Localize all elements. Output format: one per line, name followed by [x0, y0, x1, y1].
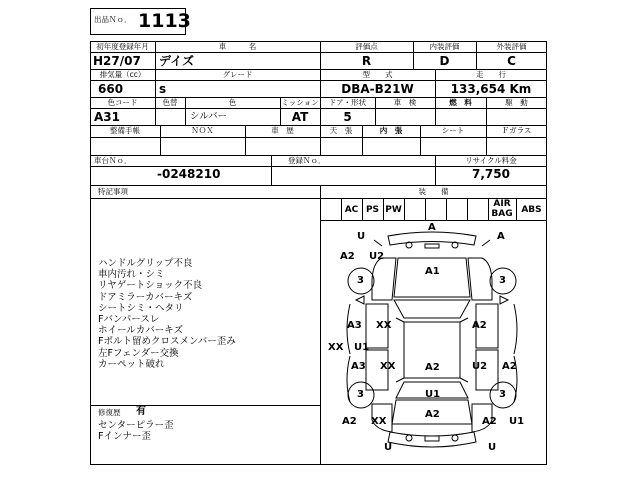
damage-mark: XX [376, 320, 392, 331]
interior-value: D [439, 54, 450, 68]
header-displacement: 排気量（cc） [99, 70, 146, 79]
header-chassis: 車台Ｎｏ． [94, 156, 132, 165]
equip-pw: PW [385, 205, 402, 215]
damage-mark: U [488, 442, 497, 453]
remark-item: 車内汚れ・シミ [98, 269, 165, 281]
rear-bumper [388, 432, 476, 447]
damage-mark: U1 [425, 389, 441, 400]
header-seat: シート [441, 126, 465, 135]
damage-mark: A2 [342, 416, 357, 427]
repair-history-value: 有 [136, 406, 146, 417]
chassis-value: -0248210 [157, 167, 221, 181]
header-f-glass: Ｆガラス [501, 126, 532, 135]
damage-mark: A1 [425, 266, 440, 277]
header-interior-trim: 内 張 [379, 126, 403, 135]
header-manual: 整備手帳 [110, 126, 140, 135]
remark-item: ドアミラーカバーキズ [98, 291, 193, 303]
remark-item: ホイールカバーキズ [98, 325, 184, 337]
equip-abs: ABS [521, 205, 542, 215]
remark-item: 左Fフェンダー交換 [98, 347, 179, 359]
remark-item: カーペット破れ [98, 358, 165, 370]
header-equipment: 装 備 [418, 187, 449, 196]
header-interior: 内装評価 [429, 42, 460, 51]
header-model-code: 型 式 [362, 70, 393, 79]
lot-number-label: 出品Ｎｏ． [94, 15, 132, 24]
damage-mark: 3 [499, 389, 506, 400]
damage-mark: A2 [425, 409, 440, 420]
remarks-list [98, 258, 236, 370]
color-code-value: A31 [94, 110, 120, 124]
damage-mark: A2 [472, 320, 487, 331]
header-transmission: ミッション [281, 98, 319, 107]
displacement-value: 660 [98, 82, 124, 96]
remark-item: Fバンパースレ [98, 314, 160, 326]
damage-mark: U2 [472, 361, 488, 372]
grade-value: s [159, 82, 167, 96]
damage-mark: A2 [482, 416, 497, 427]
damage-mark: U [384, 442, 393, 453]
header-score: 評価点 [355, 42, 378, 51]
damage-mark: 3 [357, 389, 364, 400]
color-value: シルバー [190, 111, 228, 122]
transmission-value: AT [291, 110, 309, 124]
score-value: R [361, 54, 372, 68]
reg-year-value: H27/07 [93, 54, 141, 68]
windshield [394, 300, 470, 318]
damage-mark: U1 [354, 342, 370, 353]
damage-mark: A3 [347, 320, 362, 331]
damage-mark: XX [328, 342, 344, 353]
recycle-value: 7,750 [472, 167, 510, 181]
header-inspection: 車 検 [393, 98, 417, 107]
damage-mark: A [497, 231, 505, 242]
header-repair-history: 修復歴 [98, 408, 121, 417]
equip-ac: AC [344, 205, 359, 215]
door-shape-value: 5 [343, 110, 352, 124]
front-fender-right [468, 258, 492, 300]
front-fender-left [372, 258, 396, 300]
damage-mark: A2 [425, 362, 440, 373]
repair-note-item: Fインナー歪 [98, 431, 151, 443]
damage-mark: A2 [340, 251, 355, 262]
header-grade: グレード [222, 70, 253, 79]
header-remarks: 特記事項 [98, 187, 128, 196]
remark-item: Fボルト留めクロスメンバー歪み [98, 336, 236, 348]
equip-airbag: AIR BAG [491, 199, 513, 219]
damage-mark: A2 [502, 361, 517, 372]
remark-item: リヤゲートショック不良 [98, 280, 203, 292]
header-fuel: 燃 料 [449, 98, 472, 107]
repair-notes [98, 420, 174, 442]
remark-item: ハンドルグリップ不良 [98, 258, 193, 269]
header-exterior: 外装評価 [496, 42, 527, 51]
header-door-shape: ドア・形状 [328, 98, 367, 107]
header-nox: ＮＯＸ [191, 126, 214, 135]
equip-ps: PS [365, 205, 380, 215]
header-model-name: 車 名 [218, 42, 257, 51]
model-code-value: DBA-B21W [341, 82, 414, 96]
remark-item: シートシミ・ヘタリ [98, 302, 184, 314]
damage-mark: XX [371, 416, 387, 427]
header-reg-year: 初年度登録年月 [96, 42, 149, 51]
damage-mark: 3 [499, 275, 506, 286]
header-color: 色 [228, 98, 237, 107]
header-drive: 駆 動 [505, 98, 528, 107]
header-color-code: 色コード [107, 98, 138, 107]
header-sunroof: 天 張 [329, 126, 353, 135]
header-reg-no: 登録Ｎｏ． [288, 156, 326, 165]
lot-number: 1113 [138, 10, 191, 32]
header-recycle: リサイクル料金 [465, 156, 517, 165]
header-history: 車 歴 [271, 126, 294, 135]
repair-note-item: センターピラー歪 [98, 420, 174, 431]
damage-mark: XX [380, 361, 396, 372]
header-color-change: 色替 [162, 98, 178, 107]
mileage-value: 133,654 Km [450, 82, 532, 96]
damage-mark: U [357, 231, 366, 242]
damage-mark: U2 [369, 251, 385, 262]
exterior-value: C [507, 54, 516, 68]
damage-mark: A3 [351, 361, 366, 372]
damage-mark: A [428, 222, 436, 233]
damage-mark: 3 [357, 275, 364, 286]
damage-mark: U1 [509, 416, 525, 427]
model-name-value: デイズ [159, 54, 195, 68]
header-mileage: 走 行 [476, 70, 506, 79]
